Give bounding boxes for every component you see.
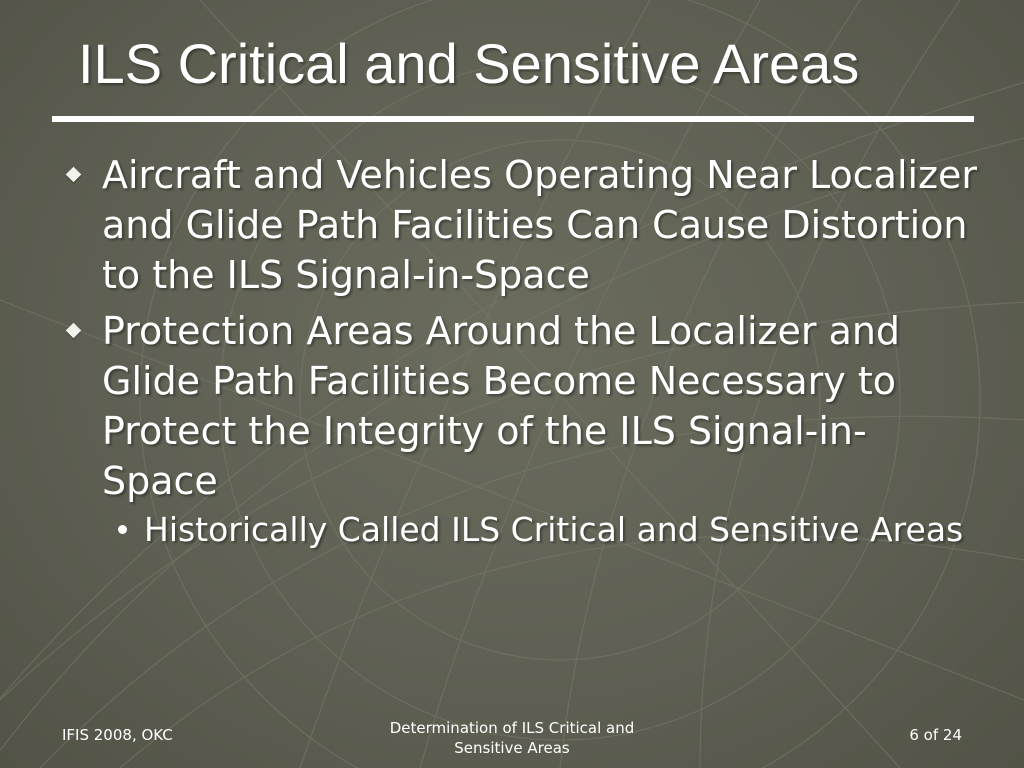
footer-title-line1: Determination of ILS Critical and xyxy=(389,719,635,737)
dot-bullet-icon xyxy=(118,525,127,534)
bullet-list xyxy=(60,150,980,558)
diamond-bullet-icon xyxy=(66,323,82,339)
sub-bullet-text: Historically Called ILS Critical and Sensitive Areas xyxy=(144,510,964,549)
footer-title-line2: Sensitive Areas xyxy=(454,739,570,757)
page-number: 6 of 24 xyxy=(909,726,962,744)
bullet-text: Protection Areas Around the Localizer and Glide Path Facilities Become Necessary to Protect the Integrity of the ILS Signal-in-Space xyxy=(102,309,901,503)
bullet-item xyxy=(60,306,980,552)
slide-footer xyxy=(0,718,1024,768)
bullet-text: Aircraft and Vehicles Operating Near Localizer and Glide Path Facilities Can Cause Distortion to the ILS Signal-in-Space xyxy=(102,153,978,297)
diamond-bullet-icon xyxy=(66,167,82,183)
sub-bullet-item xyxy=(116,508,980,552)
sub-bullet-list xyxy=(102,508,980,552)
footer-presentation-title xyxy=(362,718,662,758)
slide-title: ILS Critical and Sensitive Areas xyxy=(78,32,860,95)
bullet-item xyxy=(60,150,980,300)
title-underline xyxy=(52,116,974,122)
footer-event: IFIS 2008, OKC xyxy=(62,726,173,744)
